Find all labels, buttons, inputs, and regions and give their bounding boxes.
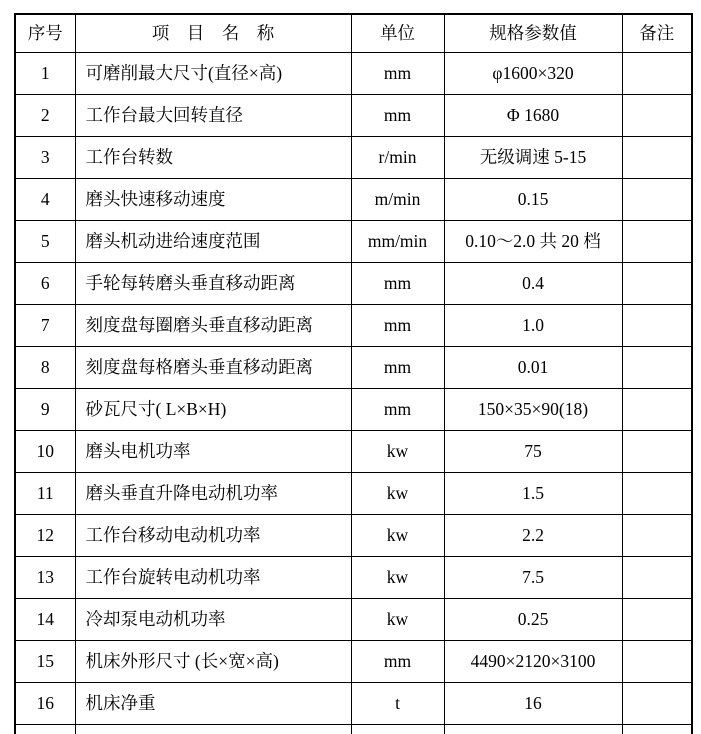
note-cell [622,724,692,734]
table-row [15,430,692,472]
row-number-cell: 7 [15,304,75,346]
table-row [15,136,692,178]
table-row [15,346,692,388]
table-row [15,640,692,682]
note-cell [622,388,692,430]
unit-cell: mm [351,388,444,430]
note-cell [622,346,692,388]
unit-cell: mm [351,94,444,136]
value-cell: 2.2 [444,514,622,556]
item-name-cell: 手轮每转磨头垂直移动距离 [75,262,351,304]
value-cell: 7.5 [444,556,622,598]
header-row [15,14,692,52]
note-cell [622,94,692,136]
table-row [15,514,692,556]
unit-cell: t [351,682,444,724]
note-cell [622,514,692,556]
unit-cell: mm [351,262,444,304]
value-cell: 1.0 [444,304,622,346]
item-name-cell: 砂瓦尺寸( L×B×H) [75,388,351,430]
value-cell: 0.15 [444,178,622,220]
row-number-cell: 13 [15,556,75,598]
row-number-cell [15,724,75,734]
note-cell [622,178,692,220]
item-name-cell: 磨头电机功率 [75,430,351,472]
unit-cell: mm [351,346,444,388]
unit-cell: kw [351,430,444,472]
table-row [15,682,692,724]
item-name-cell: 工作台旋转电动机功率 [75,556,351,598]
unit-cell: mm [351,52,444,94]
spec-table-body [15,52,692,734]
unit-cell: m/min [351,178,444,220]
row-number-cell: 4 [15,178,75,220]
item-name-cell: 机床净重 [75,682,351,724]
value-cell: 0.4 [444,262,622,304]
table-row [15,94,692,136]
unit-cell: mm [351,640,444,682]
note-cell [622,136,692,178]
table-row [15,262,692,304]
note-cell [622,598,692,640]
unit-cell: kw [351,472,444,514]
row-number-cell: 15 [15,640,75,682]
note-cell [622,556,692,598]
note-cell [622,304,692,346]
row-number-cell: 14 [15,598,75,640]
value-cell: φ1600×320 [444,52,622,94]
item-name-cell: 可磨削最大尺寸(直径×高) [75,52,351,94]
unit-cell: r/min [351,136,444,178]
spec-table [14,13,693,734]
header-cell-value: 规格参数值 [444,14,622,52]
row-number-cell: 1 [15,52,75,94]
value-cell: 16 [444,682,622,724]
table-row [15,598,692,640]
note-cell [622,472,692,514]
value-cell: Φ 1680 [444,94,622,136]
header-cell-note: 备注 [622,14,692,52]
value-cell: 150×35×90(18) [444,388,622,430]
header-cell-unit: 单位 [351,14,444,52]
row-number-cell: 5 [15,220,75,262]
table-row [15,556,692,598]
item-name-cell: 磨头机动进给速度范围 [75,220,351,262]
row-number-cell: 9 [15,388,75,430]
value-cell: 1.5 [444,472,622,514]
table-row-partial [15,724,692,734]
row-number-cell: 11 [15,472,75,514]
item-name-cell: 机床外形尺寸 (长×宽×高) [75,640,351,682]
value-cell: 0.10～2.0 共 20 档 [444,220,622,262]
unit-cell: kw [351,514,444,556]
unit-cell [351,724,444,734]
note-cell [622,52,692,94]
item-name-cell [75,724,351,734]
row-number-cell: 16 [15,682,75,724]
row-number-cell: 12 [15,514,75,556]
item-name-cell: 工作台转数 [75,136,351,178]
row-number-cell: 6 [15,262,75,304]
row-number-cell: 10 [15,430,75,472]
value-cell: 75 [444,430,622,472]
item-name-cell: 刻度盘每格磨头垂直移动距离 [75,346,351,388]
item-name-cell: 磨头垂直升降电动机功率 [75,472,351,514]
row-number-cell: 2 [15,94,75,136]
header-cell-no: 序号 [15,14,75,52]
value-cell: 4490×2120×3100 [444,640,622,682]
value-cell: 无级调速 5-15 [444,136,622,178]
unit-cell: mm/min [351,220,444,262]
table-row [15,178,692,220]
item-name-cell: 刻度盘每圈磨头垂直移动距离 [75,304,351,346]
item-name-cell: 磨头快速移动速度 [75,178,351,220]
value-cell: 0.01 [444,346,622,388]
table-row [15,388,692,430]
value-cell [444,724,622,734]
unit-cell: mm [351,304,444,346]
unit-cell: kw [351,556,444,598]
item-name-cell: 冷却泵电动机功率 [75,598,351,640]
note-cell [622,640,692,682]
table-row [15,304,692,346]
table-row [15,220,692,262]
note-cell [622,220,692,262]
table-row [15,472,692,514]
row-number-cell: 8 [15,346,75,388]
note-cell [622,262,692,304]
spec-table-header [15,14,692,52]
note-cell [622,682,692,724]
item-name-cell: 工作台最大回转直径 [75,94,351,136]
table-row [15,52,692,94]
row-number-cell: 3 [15,136,75,178]
unit-cell: kw [351,598,444,640]
note-cell [622,430,692,472]
value-cell: 0.25 [444,598,622,640]
item-name-cell: 工作台移动电动机功率 [75,514,351,556]
header-cell-name: 项 目 名 称 [75,14,351,52]
